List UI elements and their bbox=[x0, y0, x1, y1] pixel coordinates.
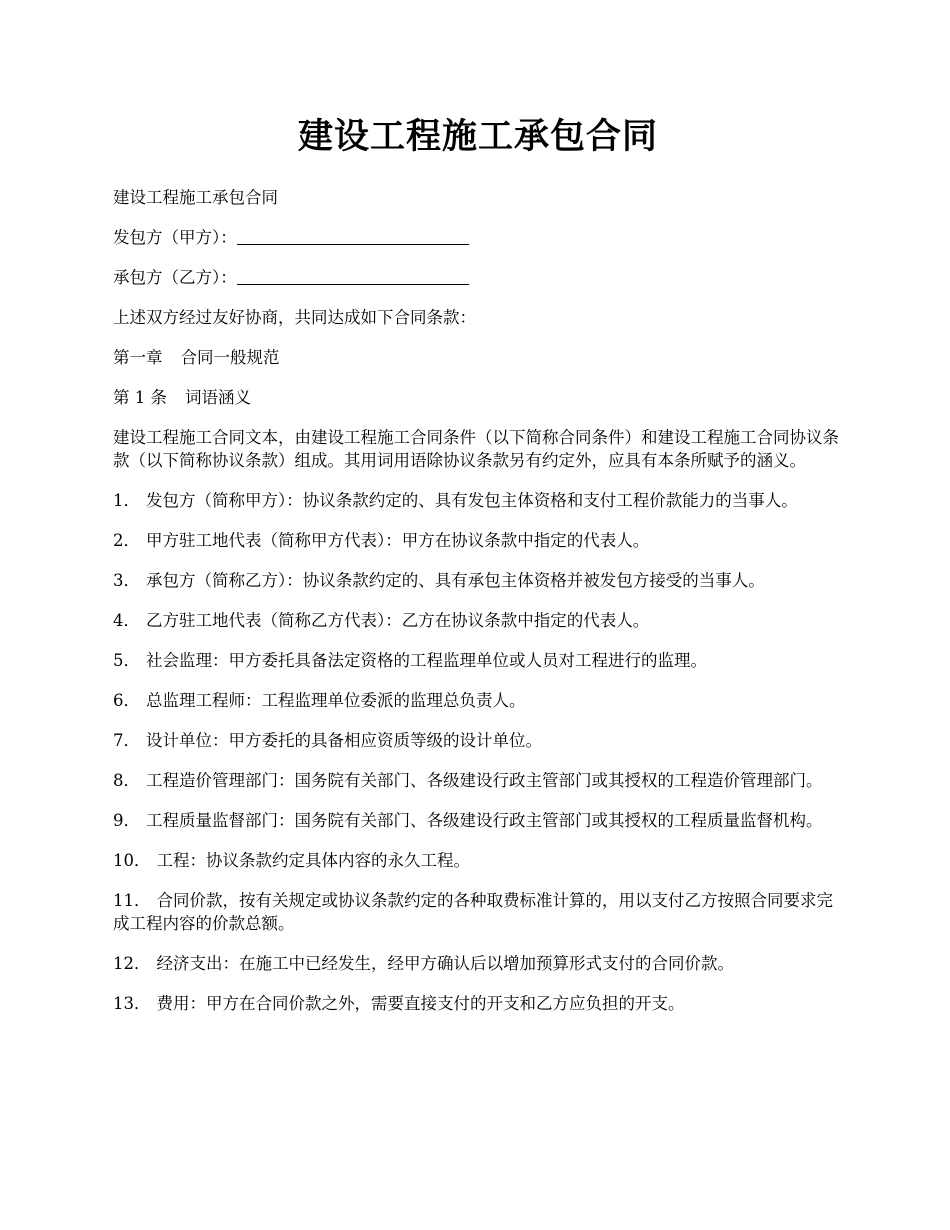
definition-item bbox=[113, 649, 843, 672]
definition-number: 7． bbox=[113, 731, 140, 750]
definition-number: 12． bbox=[113, 954, 151, 973]
definition-number: 3． bbox=[113, 571, 140, 590]
article-name: 词语涵义 bbox=[185, 388, 251, 407]
definition-list bbox=[113, 489, 843, 1015]
chapter-number: 第一章 bbox=[113, 348, 163, 367]
definition-item bbox=[113, 529, 843, 552]
intro-paragraph: 上述双方经过友好协商，共同达成如下合同条款： bbox=[113, 308, 476, 327]
definition-number: 6． bbox=[113, 691, 140, 710]
definition-item bbox=[113, 489, 843, 512]
definition-number: 1． bbox=[113, 491, 140, 510]
definition-item bbox=[113, 609, 843, 632]
article-paragraph: 建设工程施工合同文本，由建设工程施工合同条件（以下简称合同条件）和建设工程施工合同协议条款（以下简称协议条款）组成。其用词用语除协议条款另有约定外，应具有本条所赋予的涵义。 bbox=[113, 428, 839, 470]
definition-item bbox=[113, 889, 843, 935]
definition-text: 社会监理：甲方委托具备法定资格的工程监理单位或人员对工程进行的监理。 bbox=[146, 651, 707, 670]
definition-item bbox=[113, 992, 843, 1015]
definition-text: 工程：协议条款约定具体内容的永久工程。 bbox=[156, 851, 470, 870]
definition-number: 10． bbox=[113, 851, 151, 870]
definition-item bbox=[113, 689, 843, 712]
definition-item bbox=[113, 849, 843, 872]
definition-text: 甲方驻工地代表（简称甲方代表）：甲方在协议条款中指定的代表人。 bbox=[146, 531, 650, 550]
party-b-blank bbox=[237, 268, 469, 285]
definition-number: 9． bbox=[113, 811, 140, 830]
article-number: 第 1 条 bbox=[113, 388, 167, 407]
party-a-label: 发包方（甲方）： bbox=[113, 228, 237, 247]
definition-item bbox=[113, 769, 843, 792]
definition-text: 工程质量监督部门：国务院有关部门、各级建设行政主管部门或其授权的工程质量监督机构。 bbox=[146, 811, 823, 830]
definition-text: 乙方驻工地代表（简称乙方代表）：乙方在协议条款中指定的代表人。 bbox=[146, 611, 650, 630]
definition-text: 合同价款，按有关规定或协议条款约定的各种取费标准计算的，用以支付乙方按照合同要求完成工程内容的价款总额。 bbox=[113, 891, 833, 933]
article-heading bbox=[113, 386, 843, 409]
definition-item bbox=[113, 809, 843, 832]
party-b-line bbox=[113, 266, 843, 289]
definition-item bbox=[113, 729, 843, 752]
definition-text: 经济支出：在施工中已经发生，经甲方确认后以增加预算形式支付的合同价款。 bbox=[156, 954, 734, 973]
definition-item bbox=[113, 952, 843, 975]
definition-number: 11． bbox=[113, 891, 151, 910]
definition-number: 5． bbox=[113, 651, 140, 670]
chapter-heading bbox=[113, 346, 843, 369]
document-page bbox=[113, 112, 843, 1032]
chapter-name: 合同一般规范 bbox=[180, 348, 280, 367]
definition-text: 承包方（简称乙方）：协议条款约定的、具有承包主体资格并被发包方接受的当事人。 bbox=[146, 571, 765, 590]
definition-text: 总监理工程师：工程监理单位委派的监理总负责人。 bbox=[146, 691, 526, 710]
party-b-label: 承包方（乙方）： bbox=[113, 268, 237, 287]
definition-text: 费用：甲方在合同价款之外，需要直接支付的开支和乙方应负担的开支。 bbox=[156, 994, 685, 1013]
definition-number: 4． bbox=[113, 611, 140, 630]
definition-item bbox=[113, 569, 843, 592]
party-a-blank bbox=[237, 228, 469, 245]
definition-number: 2． bbox=[113, 531, 140, 550]
definition-text: 工程造价管理部门：国务院有关部门、各级建设行政主管部门或其授权的工程造价管理部门。 bbox=[146, 771, 823, 790]
document-subtitle: 建设工程施工承包合同 bbox=[113, 188, 278, 207]
document-title: 建设工程施工承包合同 bbox=[297, 116, 658, 157]
definition-text: 设计单位：甲方委托的具备相应资质等级的设计单位。 bbox=[146, 731, 542, 750]
definition-number: 8． bbox=[113, 771, 140, 790]
definition-text: 发包方（简称甲方）：协议条款约定的、具有发包主体资格和支付工程价款能力的当事人。 bbox=[146, 491, 798, 510]
definition-number: 13． bbox=[113, 994, 151, 1013]
party-a-line bbox=[113, 226, 843, 249]
